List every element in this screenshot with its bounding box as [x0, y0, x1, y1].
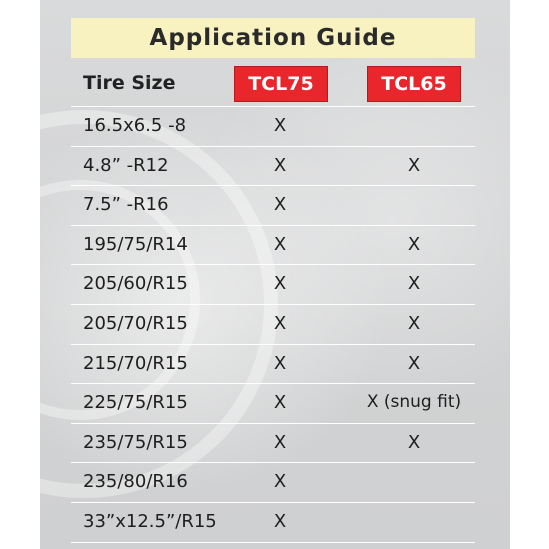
- tire-size-cell: 195/75/R14: [83, 233, 188, 255]
- application-guide-sheet: [40, 0, 510, 549]
- table-header: [40, 64, 510, 102]
- tire-size-cell: 235/75/R15: [83, 431, 188, 453]
- table-row: [71, 106, 475, 146]
- tcl75-fit-cell: X: [273, 312, 287, 334]
- tire-size-cell: 215/70/R15: [83, 352, 188, 374]
- tcl75-fit-cell: X: [273, 392, 287, 414]
- tcl65-fit-cell: X: [407, 312, 421, 334]
- tire-size-cell: 7.5” -R16: [83, 194, 169, 216]
- title-banner: [71, 18, 475, 58]
- tcl65-fit-cell: X (snug fit): [366, 392, 462, 413]
- tcl65-fit-cell: X: [407, 352, 421, 374]
- tcl75-fit-cell: X: [273, 154, 287, 176]
- table-row: [71, 383, 475, 423]
- tcl75-fit-cell: X: [273, 352, 287, 374]
- tire-size-cell: 205/70/R15: [83, 312, 188, 334]
- tire-size-cell: 205/60/R15: [83, 273, 188, 295]
- tcl65-fit-cell: X: [407, 233, 421, 255]
- application-table: [71, 106, 475, 543]
- table-row: [71, 225, 475, 265]
- table-row: [71, 462, 475, 502]
- tcl65-fit-cell: X: [407, 273, 421, 295]
- tcl75-fit-cell: X: [273, 471, 287, 493]
- tire-size-cell: 225/75/R15: [83, 392, 188, 414]
- tcl75-fit-cell: X: [273, 431, 287, 453]
- tcl65-fit-cell: X: [407, 431, 421, 453]
- table-row: [71, 502, 475, 543]
- tire-size-cell: 4.8” -R12: [83, 154, 169, 176]
- tcl75-column-header: TCL75: [234, 66, 328, 102]
- table-row: [71, 185, 475, 225]
- tcl75-fit-cell: X: [273, 273, 287, 295]
- table-row: [71, 423, 475, 463]
- page-title: Application Guide: [149, 25, 397, 51]
- tcl75-fit-cell: X: [273, 194, 287, 216]
- tire-size-cell: 16.5x6.5 -8: [83, 115, 187, 136]
- tcl75-fit-cell: X: [273, 510, 287, 532]
- tire-size-cell: 235/80/R16: [83, 471, 188, 493]
- tcl75-fit-cell: X: [273, 115, 287, 136]
- tcl75-fit-cell: X: [273, 233, 287, 255]
- table-row: [71, 146, 475, 186]
- table-row: [71, 304, 475, 344]
- tire-size-cell: 33”x12.5”/R15: [83, 510, 217, 532]
- tire-size-column-header: Tire Size: [83, 72, 176, 94]
- table-row: [71, 264, 475, 304]
- table-row: [71, 344, 475, 384]
- tcl65-fit-cell: X: [407, 154, 421, 176]
- tcl65-column-header: TCL65: [367, 66, 461, 102]
